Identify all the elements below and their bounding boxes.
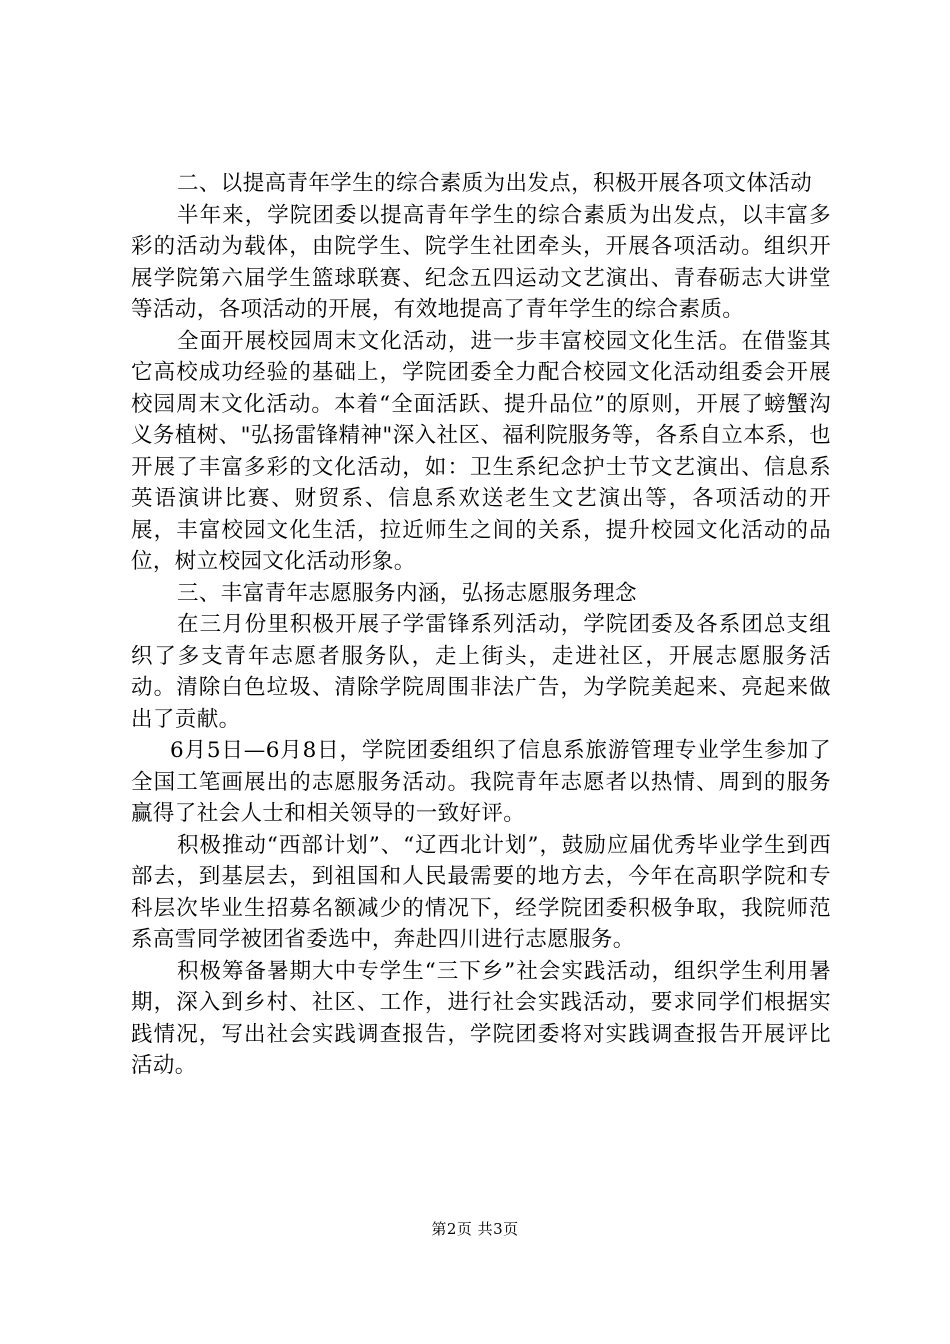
- paragraph: 半年来，学院团委以提高青年学生的综合素质为出发点，以丰富多彩的活动为载体，由院学生、院学生社团牵头，开展各项活动。组织开展学院第六届学生篮球联赛、纪念五四运动文艺演出、青春砺志大讲堂等活动，各项活动的开展，有效地提高了青年学生的综合素质。: [131, 202, 831, 322]
- paragraph: 积极筹备暑期大中专学生“三下乡”社会实践活动，组织学生利用暑期，深入到乡村、社区、工作，进行社会实践活动，要求同学们根据实践情况，写出社会实践调查报告，学院团委将对实践调查报告开展评比活动。: [131, 958, 831, 1078]
- section-heading-2: 二、以提高青年学生的综合素质为出发点，积极开展各项文体活动: [177, 171, 813, 196]
- paragraph: 全面开展校园周末文化活动，进一步丰富校园文化生活。在借鉴其它高校成功经验的基础上，学院团委全力配合校园文化活动组委会开展校园周末文化活动。本着“全面活跃、提升品位”的原则，开展了螃蟹沟义务植树、"弘扬雷锋精神"深入社区、福利院服务等，各系自立本系，也开展了丰富多彩的文化活动，如：卫生系纪念护士节文艺演出、信息系英语演讲比赛、财贸系、信息系欢送老生文艺演出等，各项活动的开展，丰富校园文化生活，拉近师生之间的关系，提升校园文化活动的品位，树立校园文化活动形象。: [131, 328, 831, 574]
- paragraph: 6月5日—6月8日，学院团委组织了信息系旅游管理专业学生参加了全国工笔画展出的志愿服务活动。我院青年志愿者以热情、周到的服务赢得了社会人士和相关领导的一致好评。: [131, 738, 831, 826]
- page-footer: [0, 1219, 950, 1239]
- document-body: [131, 168, 831, 1082]
- section-heading-3: 三、丰富青年志愿服务内涵，弘扬志愿服务理念: [177, 580, 637, 606]
- paragraph: 在三月份里积极开展子学雷锋系列活动，学院团委及各系团总支组织了多支青年志愿者服务队，走上街头，走进社区，开展志愿服务活动。清除白色垃圾、清除学院周围非法广告，为学院美起来、亮起来做出了贡献。: [131, 612, 831, 732]
- paragraph: 积极推动“西部计划”、“辽西北计划”，鼓励应届优秀毕业学生到西部去，到基层去，到祖国和人民最需要的地方去，今年在高职学院和专科层次毕业生招募名额减少的情况下，经学院团委积极争取，我院师范系高雪同学被团省委选中，奔赴四川进行志愿服务。: [131, 832, 831, 952]
- page-number: 第2页 共3页: [431, 1220, 519, 1238]
